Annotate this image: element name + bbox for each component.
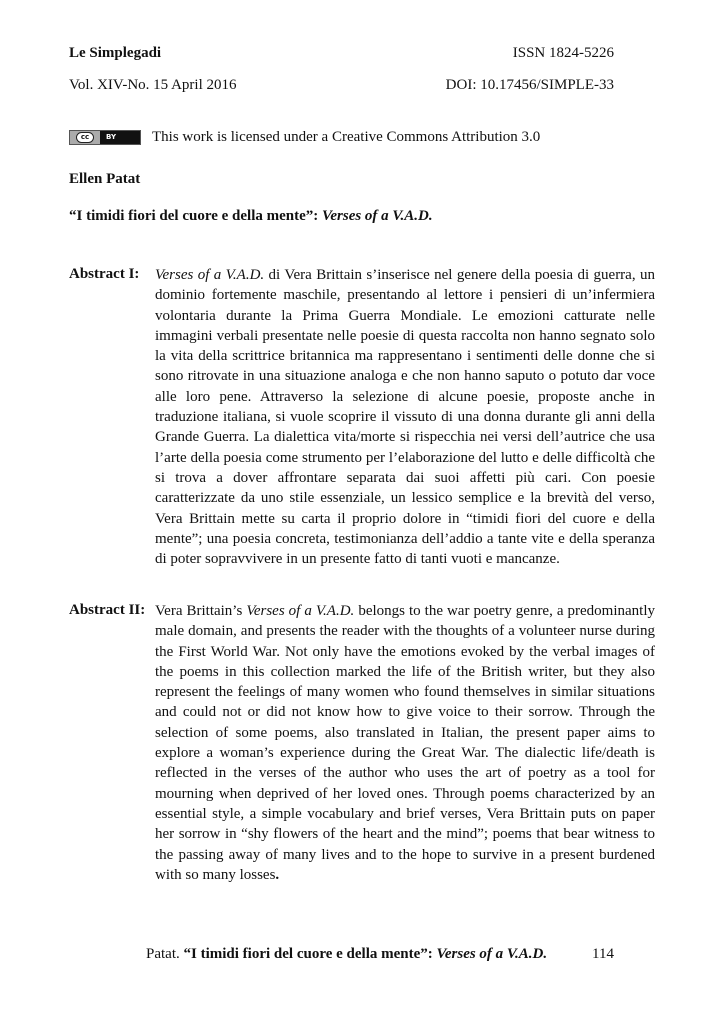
abstract-1-label: Abstract I:: [69, 266, 140, 282]
page-number: 114: [592, 946, 614, 962]
title-italic: Verses of a V.A.D.: [322, 208, 433, 224]
abstract-2-body: [155, 601, 655, 885]
abstract-1-text: di Vera Brittain s’inserisce nel genere della poesia di guerra, un dominio fortemente maschile, presentando al lettore i pensieri di un’infermiera volontaria durante la Prima Guerra Mondiale. Le emozioni catturate nelle immagini verbali presentate nelle poesie di questa raccolta non hanno segnato solo la vita della scrittrice britannica ma rappresentano i sentimenti delle donne che si sono ritrovate in una situazione analoga e che non hanno saputo o potuto dar voce alle loro pene. Attraverso la selezione di alcune poesie, proposte anche in traduzione italiana, si vuole scoprire il vissuto di una donna durante gli anni della Grande Guerra. La dialettica vita/morte si rispecchia nei versi dell’autrice che usa l’arte della poesia come strumento per l’elaborazione del lutto e delle difficoltà che si trova a dover affrontare separata dai suoi affetti più cari. Con poesie caratterizzate da uno stile essenziale, un lessico semplice e la brevità del verso, Vera Brittain mette su carta il proprio dolore in “timidi fiori del cuore e della mente”; una poesia concreta, testimonianza dell’addio a tante vite e della speranza di poter sopravvivere in un presente fatto di tanti vuoti e mancanze.: [155, 267, 655, 568]
abstract-2-final: .: [275, 866, 280, 883]
doi: DOI: 10.17456/SIMPLE-33: [445, 77, 614, 93]
author-name: Ellen Patat: [69, 171, 141, 187]
license-text: This work is licensed under a Creative Commons Attribution 3.0: [152, 129, 541, 145]
paper-title: [69, 208, 433, 225]
abstract-2-italic: Verses of a V.A.D.: [246, 603, 355, 619]
footer-citation: [146, 946, 547, 963]
abstract-1-italic: Verses of a V.A.D.: [155, 267, 265, 283]
journal-name: Le Simplegadi: [69, 45, 162, 61]
volume-info: Vol. XIV-No. 15 April 2016: [69, 77, 237, 93]
cc-by-badge-icon[interactable]: [69, 130, 141, 145]
cc-label: cc: [76, 132, 94, 143]
footer-title: “I timidi fiori del cuore e della mente”:: [183, 946, 437, 962]
by-label: BY: [100, 131, 140, 144]
footer-prefix: Patat.: [146, 946, 184, 962]
issn: ISSN 1824-5226: [512, 45, 614, 61]
abstract-1-body: [155, 265, 655, 569]
title-main: “I timidi fiori del cuore e della mente”:: [69, 208, 323, 224]
footer-title-italic: Verses of a V.A.D.: [436, 946, 548, 962]
abstract-2-text: belongs to the war poetry genre, a predominantly male domain, and presents the reader with the thoughts of a volunteer nurse during the First World War. Not only have the emotions evoked by the verbal images of the poems in this collection marked the life of the British writer, but they also represent the feelings of many women who found themselves in similar situations and could not or did not know how to give voice to their sorrow. Through the selection of some poems, also translated in Italian, the present paper aims to explore a woman’s experience during the Great War. The dialectic life/death is reflected in the verses of the author who uses the art of poetry as a tool for mourning when deprived of her loved ones. Through poems characterized by an essential style, a simple vocabulary and brief verses, Vera Brittain puts on paper her sorrow in “shy flowers of the heart and the mind”; poems that bear witness to the passing away of many lives and to the hope to survive in a present burdened with so many losses: [155, 603, 655, 883]
abstract-2-label: Abstract II:: [69, 602, 146, 618]
abstract-2-lead: Vera Brittain’s: [155, 603, 247, 619]
